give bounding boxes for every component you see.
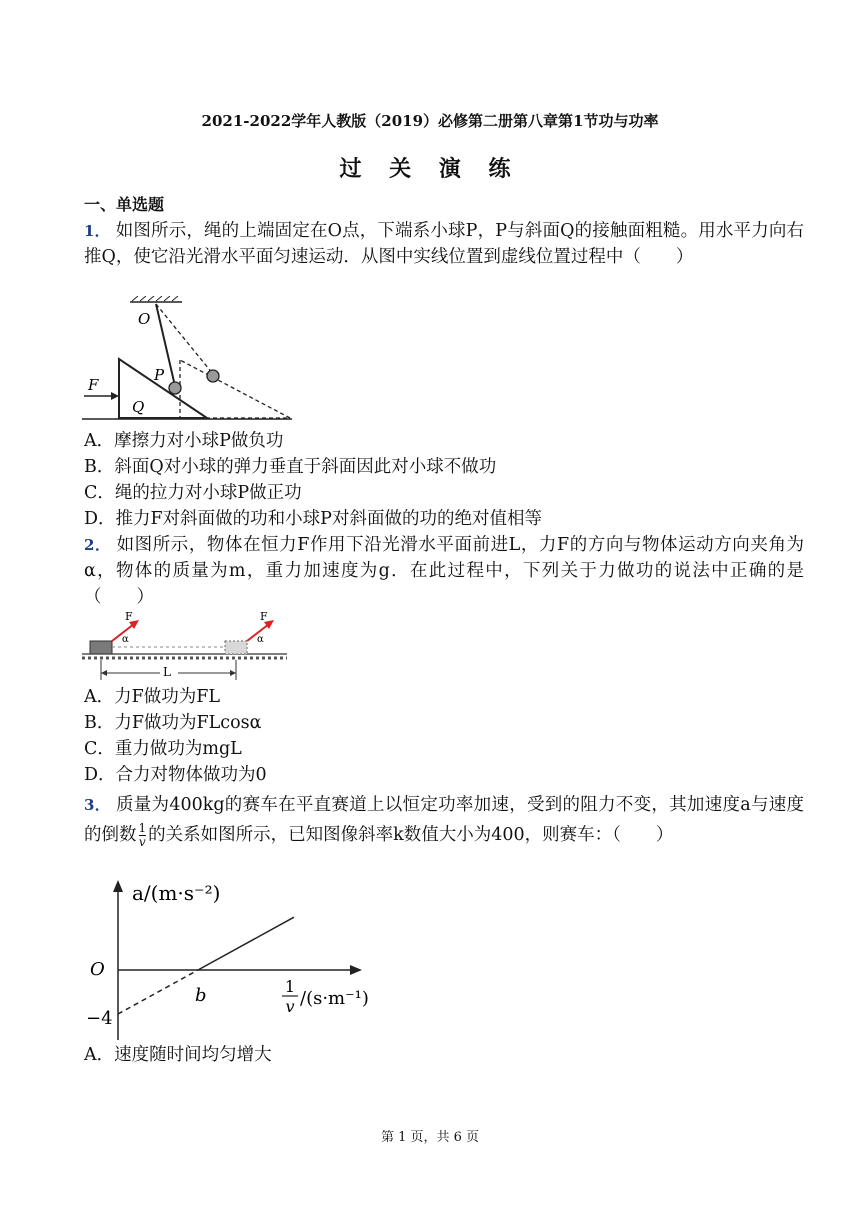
question-2-text: 如图所示，物体在恒力F作用下沿光滑水平面前进L，力F的方向与物体运动方向夹角为α，物体的质量为m，重力加速度为g．在此过程中，下列关于力做功的说法中正确的是（ ） xyxy=(84,535,805,607)
question-1-number: 1． xyxy=(84,222,110,240)
label-alpha-1: α xyxy=(122,634,129,645)
question-3 xyxy=(84,790,804,850)
question-1-text: 如图所示，绳的上端固定在O点，下端系小球P，P与斜面Q的接触面粗糙。用水平力向右推Q，使它沿光滑水平面匀速运动．从图中实线位置到虚线位置过程中（ ） xyxy=(84,221,804,267)
q3-option-a: A．速度随时间均匀增大 xyxy=(84,1045,272,1065)
x-axis-arrow xyxy=(350,965,362,975)
label-f-2: F xyxy=(260,610,268,623)
intercept-label: −4 xyxy=(86,1008,113,1029)
x-axis-unit: /(s·m⁻¹) xyxy=(300,988,369,1009)
question-2 xyxy=(84,532,804,610)
x-axis-den: v xyxy=(285,997,295,1016)
origin-label: O xyxy=(90,959,105,980)
label-p: P xyxy=(154,366,165,384)
inverse-v-fraction: $\frac{1}{v}$ xyxy=(138,821,147,849)
graph-line-dashed xyxy=(118,970,198,1014)
graph-line-solid xyxy=(198,917,294,970)
y-axis-label: a/(m·s⁻²) xyxy=(132,881,221,905)
x-axis-num: 1 xyxy=(284,977,296,996)
q1-option-d: D．推力F对斜面做的功和小球P对斜面做的功的绝对值相等 xyxy=(84,509,542,529)
q1-option-c: C．绳的拉力对小球P做正功 xyxy=(84,483,302,503)
document-subtitle: 过 关 演 练 xyxy=(339,156,521,182)
q2-option-b: B．力F做功为FLcosα xyxy=(84,713,262,733)
ball-p-solid xyxy=(169,382,181,394)
question-3-number: 3． xyxy=(84,796,110,814)
q2-option-a: A．力F做功为FL xyxy=(84,687,221,707)
q1-option-a: A．摩擦力对小球P做负功 xyxy=(84,431,284,451)
q2-option-c: C．重力做功为mgL xyxy=(84,739,242,759)
page-footer: 第 1 页，共 6 页 xyxy=(380,1130,480,1145)
q1-option-b: B．斜面Q对小球的弹力垂直于斜面因此对小球不做功 xyxy=(84,457,497,477)
label-alpha-2: α xyxy=(257,634,264,645)
block-end xyxy=(225,641,247,654)
y-axis-arrow xyxy=(113,880,123,892)
question-2-number: 2． xyxy=(84,536,111,554)
question-3-text-before: 质量为400kg的赛车在平直赛道上以恒定功率加速，受到的阻力不变，其加速度a与速度的倒数 xyxy=(84,795,805,845)
force-arrowhead xyxy=(111,392,119,400)
question-3-text-after: 的关系如图所示，已知图像斜率k数值大小为400，则赛车：（ ） xyxy=(148,825,674,845)
document-title: 2021-2022学年人教版（2019）必修第二册第八章第1节功与功率 xyxy=(201,112,659,130)
q2-option-d: D．合力对物体做功为0 xyxy=(84,765,267,785)
b-label: b xyxy=(195,985,207,1006)
question-2-figure xyxy=(82,610,287,682)
question-1-figure xyxy=(82,296,292,426)
block-start xyxy=(90,641,112,654)
question-3-graph xyxy=(82,878,392,1044)
label-f-1: F xyxy=(125,610,133,623)
label-q: Q xyxy=(132,398,145,416)
question-1 xyxy=(84,218,804,270)
section-heading: 一、单选题 xyxy=(84,195,165,214)
label-o: O xyxy=(138,310,151,328)
ball-p-dashed xyxy=(207,370,219,382)
label-l: L xyxy=(163,665,171,679)
wedge-dashed xyxy=(180,360,290,418)
label-f: F xyxy=(88,376,99,394)
ceiling-hatch xyxy=(132,296,178,301)
